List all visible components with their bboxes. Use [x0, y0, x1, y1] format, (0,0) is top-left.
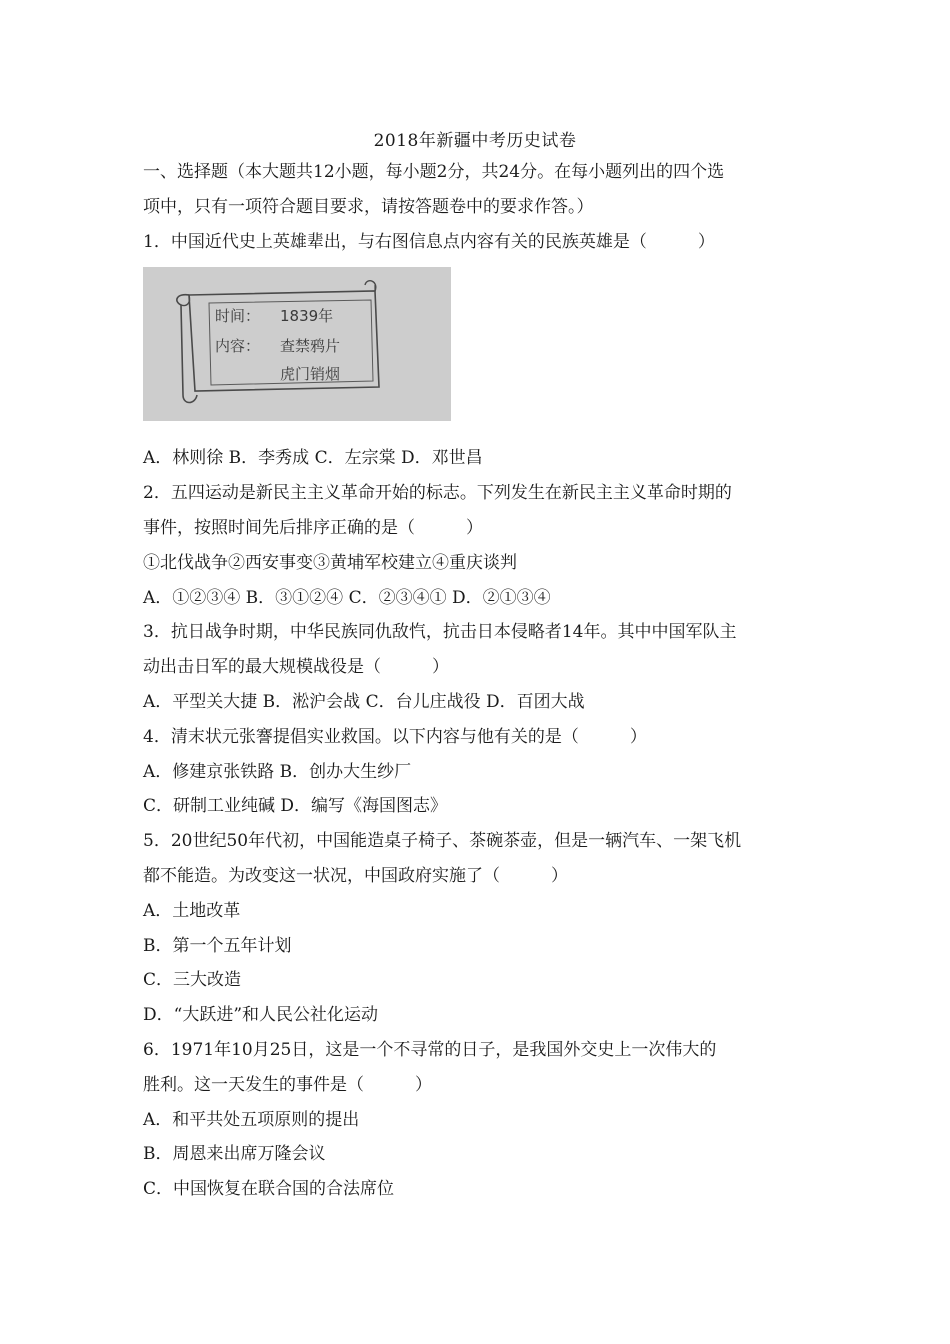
exam-content	[143, 155, 813, 1207]
figure-content-value-1: 查禁鸦片	[280, 337, 341, 356]
question-5-option-a: A．土地改革	[143, 900, 241, 921]
question-2-stem-line-1: 2．五四运动是新民主主义革命开始的标志。下列发生在新民主主义革命时期的	[143, 483, 732, 504]
question-6-option-b: B．周恩来出席万隆会议	[143, 1144, 326, 1165]
figure-content-label: 内容：	[215, 337, 261, 356]
question-3-options: A．平型关大捷 B．淞沪会战 C．台儿庄战役 D．百团大战	[143, 691, 585, 712]
figure-time-value: 1839年	[280, 307, 334, 326]
question-1-scroll-figure	[143, 267, 451, 421]
question-4-options-line-1: A．修建京张铁路 B．创办大生纱厂	[143, 761, 412, 782]
question-1-options: A．林则徐 B．李秀成 C．左宗棠 D．邓世昌	[143, 448, 483, 469]
question-6-option-c: C．中国恢复在联合国的合法席位	[143, 1179, 395, 1200]
question-3-stem-line-2: 动出击日军的最大规模战役是（ ）	[143, 657, 449, 678]
question-6-option-a: A．和平共处五项原则的提出	[143, 1109, 360, 1130]
section-heading-line-1: 一、选择题（本大题共12小题，每小题2分，共24分。在每小题列出的四个选	[143, 162, 725, 182]
section-heading-line-2: 项中，只有一项符合题目要求，请按答题卷中的要求作答。）	[143, 196, 594, 217]
figure-content-value-2: 虎门销烟	[280, 365, 341, 384]
question-2-stem-line-3: ①北伐战争②西安事变③黄埔军校建立④重庆谈判	[143, 552, 517, 573]
question-5-option-c: C．三大改造	[143, 970, 242, 991]
question-6-stem-line-1: 6．1971年10月25日，这是一个不寻常的日子，是我国外交史上一次伟大的	[143, 1039, 717, 1060]
question-3-stem-line-1: 3．抗日战争时期，中华民族同仇敌忾，抗击日本侵略者14年。其中中国军队主	[143, 622, 737, 643]
question-5-stem-line-2: 都不能造。为改变这一状况，中国政府实施了（ ）	[143, 865, 568, 886]
figure-time-label: 时间：	[215, 307, 261, 326]
question-2-stem-line-2: 事件，按照时间先后排序正确的是（ ）	[143, 517, 483, 538]
question-4-options-line-2: C．研制工业纯碱 D．编写《海国图志》	[143, 796, 448, 817]
question-5-stem-line-1: 5．20世纪50年代初，中国能造桌子椅子、茶碗茶壶，但是一辆汽车、一架飞机	[143, 831, 742, 852]
question-4-stem: 4．清末状元张謇提倡实业救国。以下内容与他有关的是（ ）	[143, 726, 647, 747]
question-5-option-d: D．“大跃进”和人民公社化运动	[143, 1005, 379, 1026]
exam-title: 2018年新疆中考历史试卷	[373, 131, 577, 151]
question-5-option-b: B．第一个五年计划	[143, 935, 292, 956]
question-6-stem-line-2: 胜利。这一天发生的事件是（ ）	[143, 1074, 432, 1095]
question-2-options: A．①②③④ B．③①②④ C．②③④① D．②①③④	[143, 587, 551, 608]
question-1-stem: 1．中国近代史上英雄辈出，与右图信息点内容有关的民族英雄是（ ）	[143, 231, 715, 252]
